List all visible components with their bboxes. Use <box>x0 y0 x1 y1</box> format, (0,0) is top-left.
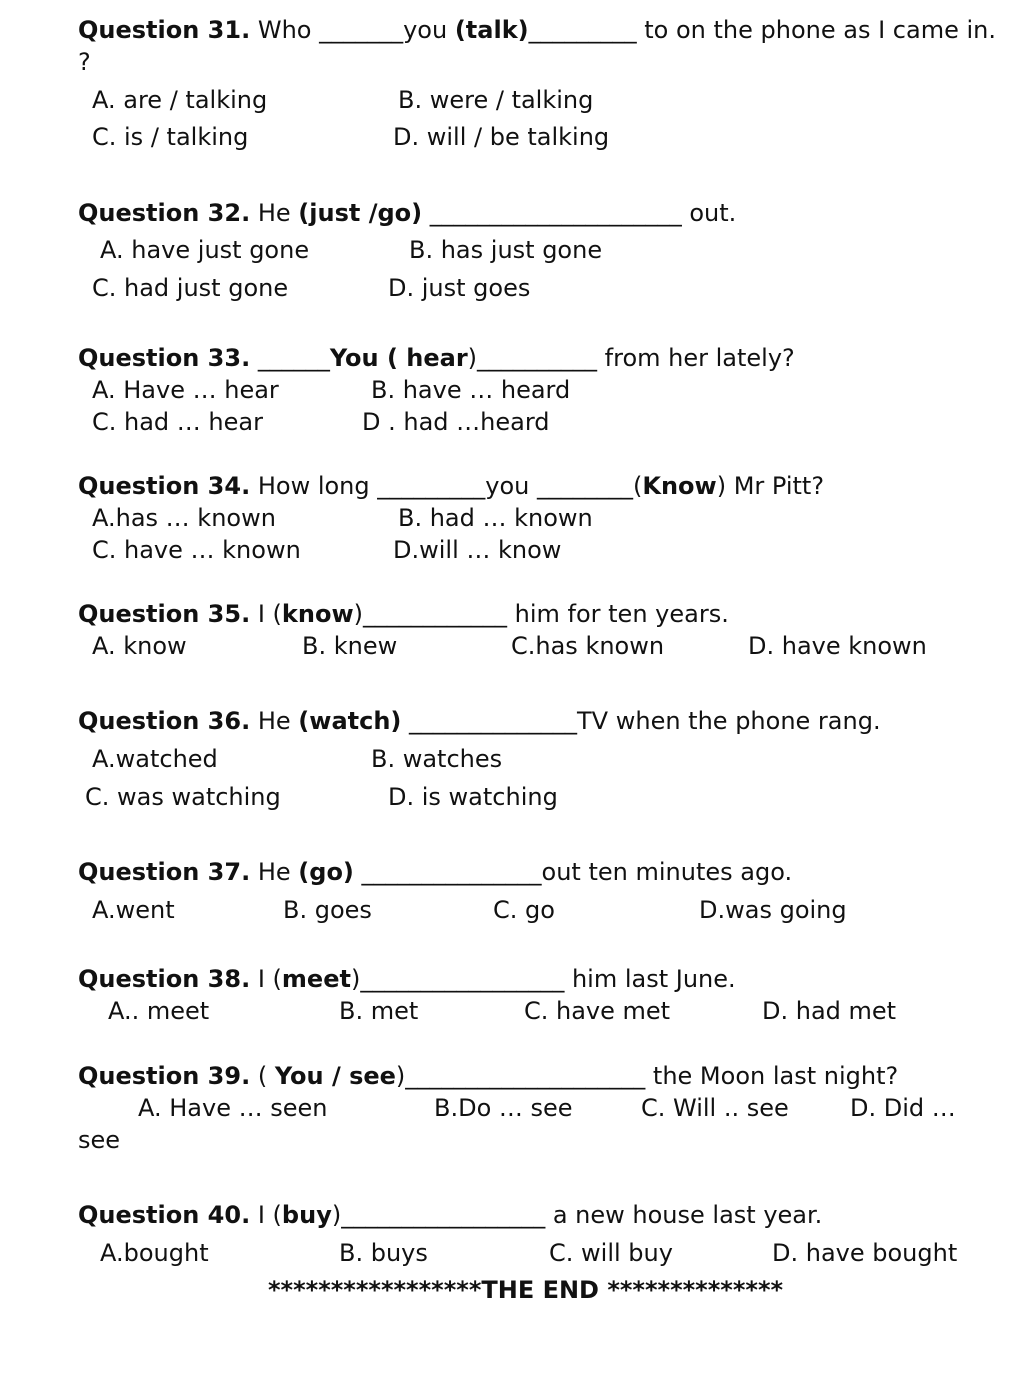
option-c: C. will buy <box>549 1239 673 1267</box>
question-38-stem: Question 38. I (meet)_________________ him last June. <box>78 965 736 993</box>
question-34-stem: Question 34. How long _________you ________(Know) Mr Pitt? <box>78 472 825 500</box>
option-b: B. knew <box>302 632 398 660</box>
option-a: A.bought <box>100 1239 209 1267</box>
option-d: D.was going <box>699 896 847 924</box>
option-b: B. watches <box>371 745 503 773</box>
question-label: Question 36. <box>78 707 251 735</box>
option-a: A. know <box>92 632 187 660</box>
option-b: B. have … heard <box>371 376 571 404</box>
question-label: Question 37. <box>78 858 251 886</box>
option-a: A.went <box>92 896 175 924</box>
option-d: D. have bought <box>772 1239 958 1267</box>
option-b: B. has just gone <box>409 236 603 264</box>
option-c: C. have met <box>524 997 671 1025</box>
question-31-stem-continuation: ? <box>78 48 91 76</box>
question-label: Question 39. <box>78 1062 251 1090</box>
question-label: Question 38. <box>78 965 251 993</box>
option-c: C. had just gone <box>92 274 289 302</box>
option-d: D. have known <box>748 632 927 660</box>
option-a: A.. meet <box>108 997 210 1025</box>
question-33-stem: Question 33. ______You ( hear)__________ from her lately? <box>78 344 795 372</box>
option-d-continuation: see <box>78 1126 121 1154</box>
option-c: C.has known <box>511 632 665 660</box>
question-31-stem: Question 31. Who _______you (talk)_________ to on the phone as I came in. <box>78 16 996 44</box>
option-c: C. Will .. see <box>641 1094 789 1122</box>
option-b: B. met <box>339 997 419 1025</box>
question-32-stem: Question 32. He (just /go) _____________________ out. <box>78 199 737 227</box>
the-end-footer: *****************THE END ************** <box>268 1276 784 1304</box>
question-label: Question 35. <box>78 600 251 628</box>
option-c: C. go <box>493 896 555 924</box>
option-c: C. is / talking <box>92 123 249 151</box>
option-d: D. Did … <box>850 1094 956 1122</box>
question-label: Question 40. <box>78 1201 251 1229</box>
option-b: B.Do … see <box>434 1094 573 1122</box>
option-d: D. just goes <box>388 274 531 302</box>
question-36-stem: Question 36. He (watch) ______________TV when the phone rang. <box>78 707 881 735</box>
option-d: D. had met <box>762 997 897 1025</box>
question-37-stem: Question 37. He (go) _______________out ten minutes ago. <box>78 858 793 886</box>
question-label: Question 34. <box>78 472 251 500</box>
option-a: A. Have … hear <box>92 376 279 404</box>
question-40-stem: Question 40. I (buy)_________________ a new house last year. <box>78 1201 823 1229</box>
option-c: C. have … known <box>92 536 301 564</box>
question-39-stem: Question 39. ( You / see)____________________ the Moon last night? <box>78 1062 899 1090</box>
question-label: Question 33. <box>78 344 251 372</box>
question-label: Question 32. <box>78 199 251 227</box>
option-b: B. were / talking <box>398 86 594 114</box>
question-35-stem: Question 35. I (know)____________ him for ten years. <box>78 600 729 628</box>
option-b: B. had … known <box>398 504 593 532</box>
option-c: C. was watching <box>85 783 281 811</box>
question-label: Question 31. <box>78 16 251 44</box>
option-b: B. buys <box>339 1239 428 1267</box>
option-d: D.will … know <box>393 536 562 564</box>
option-d: D . had …heard <box>362 408 550 436</box>
option-d: D. is watching <box>388 783 558 811</box>
option-a: A.watched <box>92 745 218 773</box>
option-c: C. had … hear <box>92 408 263 436</box>
option-d: D. will / be talking <box>393 123 610 151</box>
option-b: B. goes <box>283 896 372 924</box>
option-a: A.has … known <box>92 504 276 532</box>
option-a: A. are / talking <box>92 86 268 114</box>
option-a: A. have just gone <box>100 236 310 264</box>
option-a: A. Have … seen <box>138 1094 328 1122</box>
